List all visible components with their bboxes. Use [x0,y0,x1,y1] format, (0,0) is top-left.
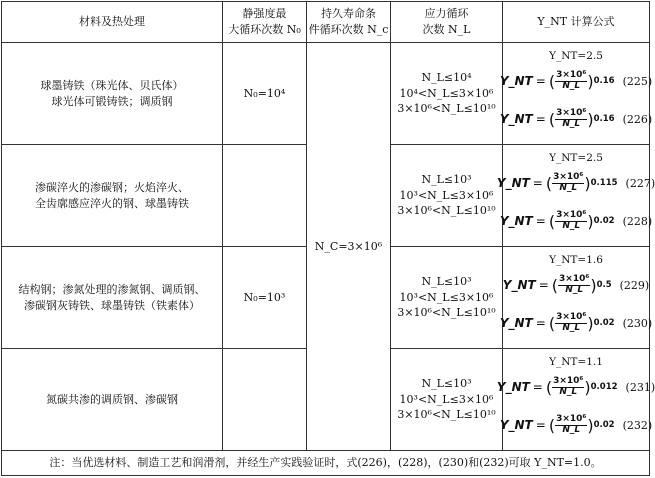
formula-line: Y_NT = ( $\frac{\text{3×10⁶}}{N\_L}$ ) 0.5 (229) [502,274,650,295]
n0-cell: N₀=10³ [223,247,307,349]
header-static-cycles: 静强度最 大循环次数 N₀ [223,2,307,43]
condition-cell: N_L≤10³ 10³<N_L≤3×10⁶ 3×10⁶<N_L≤10¹⁰ [391,247,503,349]
formula-line: Y_NT = ( $\frac{\text{3×10⁶}}{N\_L}$ ) 0.02 (232) [499,414,653,435]
n0-cell: N₀=10⁴ [223,43,307,145]
ynt-constant: Y_NT=1.6 [549,253,603,266]
header-stress-cycles: 应力循环 次数 N_L [391,2,503,43]
life-factor-table [1,1,655,476]
formula-line: Y_NT = ( $\frac{\text{3×10⁶}}{N\_L}$ ) 0.02 (230) [499,312,653,333]
ynt-constant: Y_NT=2.5 [549,49,603,62]
nc-cell: N_C=3×10⁶ [307,43,391,451]
formula-cell [499,247,653,349]
formula-cell [499,43,653,145]
condition-cell: N_L≤10³ 10³<N_L≤3×10⁶ 3×10⁶<N_L≤10¹⁰ [391,145,503,247]
ynt-constant: Y_NT=2.5 [549,151,603,164]
formula-line: Y_NT = ( $\frac{\text{3×10⁶}}{N\_L}$ ) 0.16 (225) [499,70,653,91]
formula-line: Y_NT = ( $\frac{\text{3×10⁶}}{N\_L}$ ) 0.16 (226) [499,108,653,129]
n0-cell [223,145,307,247]
header-material: 材料及热处理 [2,2,223,43]
header-durable-cycles: 持久寿命条 件循环次数 N_c [307,2,391,43]
header-formula: Y_NT 计算公式 [503,2,650,43]
condition-cell: N_L≤10³ 10³<N_L≤3×10⁶ 3×10⁶<N_L≤10¹⁰ [391,349,503,451]
table-note: 注：当优选材料、制造工艺和润滑剂，并经生产实践验证时，式(226)，(228)，(230)和(232)可取 Y_NT=1.0。 [2,451,650,476]
note-row [2,451,650,476]
ynt-constant: Y_NT=1.1 [549,355,603,368]
formula-line: Y_NT = ( $\frac{\text{3×10⁶}}{N\_L}$ ) 0.012 (231) [496,376,655,397]
material-cell: 渗碳淬火的渗碳钢；火焰淬火、 全齿廓感应淬火的钢、球墨铸铁 [2,145,223,247]
formula-cell [496,349,655,451]
condition-cell: N_L≤10⁴ 10⁴<N_L≤3×10⁶ 3×10⁶<N_L≤10¹⁰ [391,43,503,145]
n0-cell [223,349,307,451]
formula-cell [496,145,655,247]
header-row [2,2,650,43]
formula-line: Y_NT = ( $\frac{\text{3×10⁶}}{N\_L}$ ) 0.02 (228) [499,210,653,231]
formula-line: Y_NT = ( $\frac{\text{3×10⁶}}{N\_L}$ ) 0.115 (227) [496,172,655,193]
material-cell: 氮碳共渗的调质钢、渗碳钢 [2,349,223,451]
material-cell: 结构钢；渗氮处理的渗氮钢、调质钢、 渗碳钢灰铸铁、球墨铸铁（铁素体） [2,247,223,349]
table-row [2,43,650,145]
material-cell: 球墨铸铁（珠光体、贝氏体） 球光体可锻铸铁；调质钢 [2,43,223,145]
